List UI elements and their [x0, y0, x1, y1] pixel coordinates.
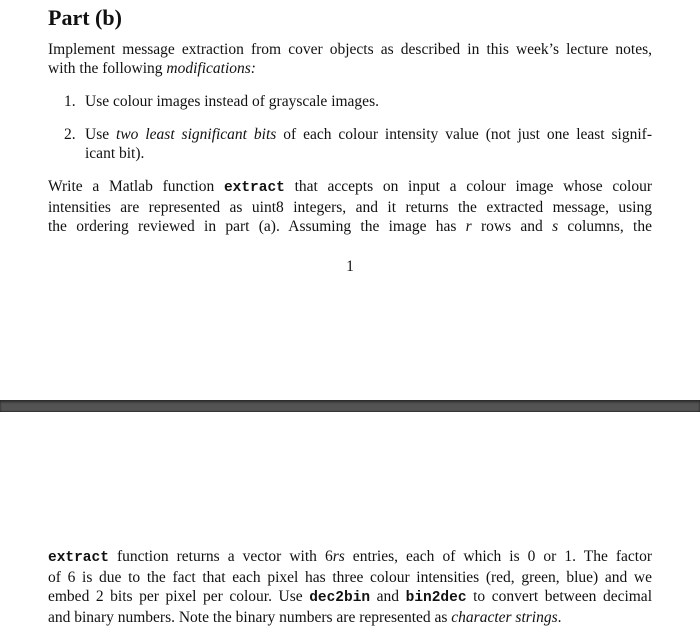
list-item-emphasis: two least significant bits — [116, 126, 277, 143]
dec2bin-code: dec2bin — [309, 590, 371, 606]
var-rs: rs — [332, 548, 345, 565]
cont-text-7: . — [557, 609, 562, 626]
list-item — [64, 125, 652, 163]
cont-line-2: of 6 is due to the fact that each pixel has three colour intensities (red, green, blue) and we — [48, 569, 652, 586]
extract-code: extract — [223, 180, 285, 196]
task-text-4: rows and — [471, 218, 553, 235]
bin2dec-code: bin2dec — [405, 590, 467, 606]
cont-text-3: embed 2 bits per pixel per colour. Use — [48, 588, 310, 605]
var-r: r — [465, 218, 472, 235]
intro-emphasis: modifications: — [166, 60, 256, 77]
cont-text-6: and binary numbers. Note the binary numbers are represented as — [48, 609, 452, 626]
page-separator — [0, 400, 700, 412]
var-s: s — [552, 218, 559, 235]
extract-code: extract — [48, 550, 109, 566]
character-strings-emphasis: character strings — [451, 609, 558, 626]
cont-text-2: entries, each of which is 0 or 1. The factor — [344, 548, 653, 565]
continuation-paragraph — [48, 547, 652, 627]
list-item-pre: Use — [85, 126, 117, 143]
section-heading: Part (b) — [48, 5, 122, 30]
task-line-2: intensities are represented as uint8 integers, and it returns the extracted message, using — [48, 199, 652, 216]
page-number: 1 — [346, 258, 354, 275]
list-item — [64, 92, 652, 111]
list-number: 2. — [64, 126, 76, 143]
task-text-1: Write a Matlab function — [48, 178, 224, 195]
modification-list-item-1 — [64, 92, 652, 111]
cont-line-1 — [48, 547, 652, 568]
intro-line-2-text: with the following — [48, 60, 167, 77]
task-paragraph — [48, 177, 652, 236]
task-line-1 — [48, 177, 652, 198]
modification-list-item-2 — [64, 125, 652, 163]
list-number: 1. — [64, 93, 76, 110]
list-item-line-2: icant bit). — [85, 145, 145, 162]
list-item-text: Use colour images instead of grayscale images. — [85, 93, 379, 110]
intro-line-2 — [48, 59, 652, 78]
cont-line-4 — [48, 608, 652, 627]
cont-line-3 — [48, 587, 652, 608]
cont-text-5: to convert between decimal — [466, 588, 652, 605]
list-item-line-1 — [85, 125, 652, 144]
intro-paragraph — [48, 40, 652, 78]
cont-text-1: function returns a vector with 6 — [108, 548, 333, 565]
document-page-2 — [0, 412, 700, 627]
task-line-3 — [48, 217, 652, 236]
task-text-5: columns, the — [558, 218, 652, 235]
task-text-2: that accepts on input a colour image whose colour — [284, 178, 652, 195]
list-item-post: of each colour intensity value (not just one least signif- — [276, 126, 652, 143]
cont-text-4: and — [370, 588, 406, 605]
intro-line-1: Implement message extraction from cover objects as described in this week’s lecture notes, — [48, 41, 652, 58]
task-text-3: the ordering reviewed in part (a). Assuming the image has — [48, 218, 466, 235]
